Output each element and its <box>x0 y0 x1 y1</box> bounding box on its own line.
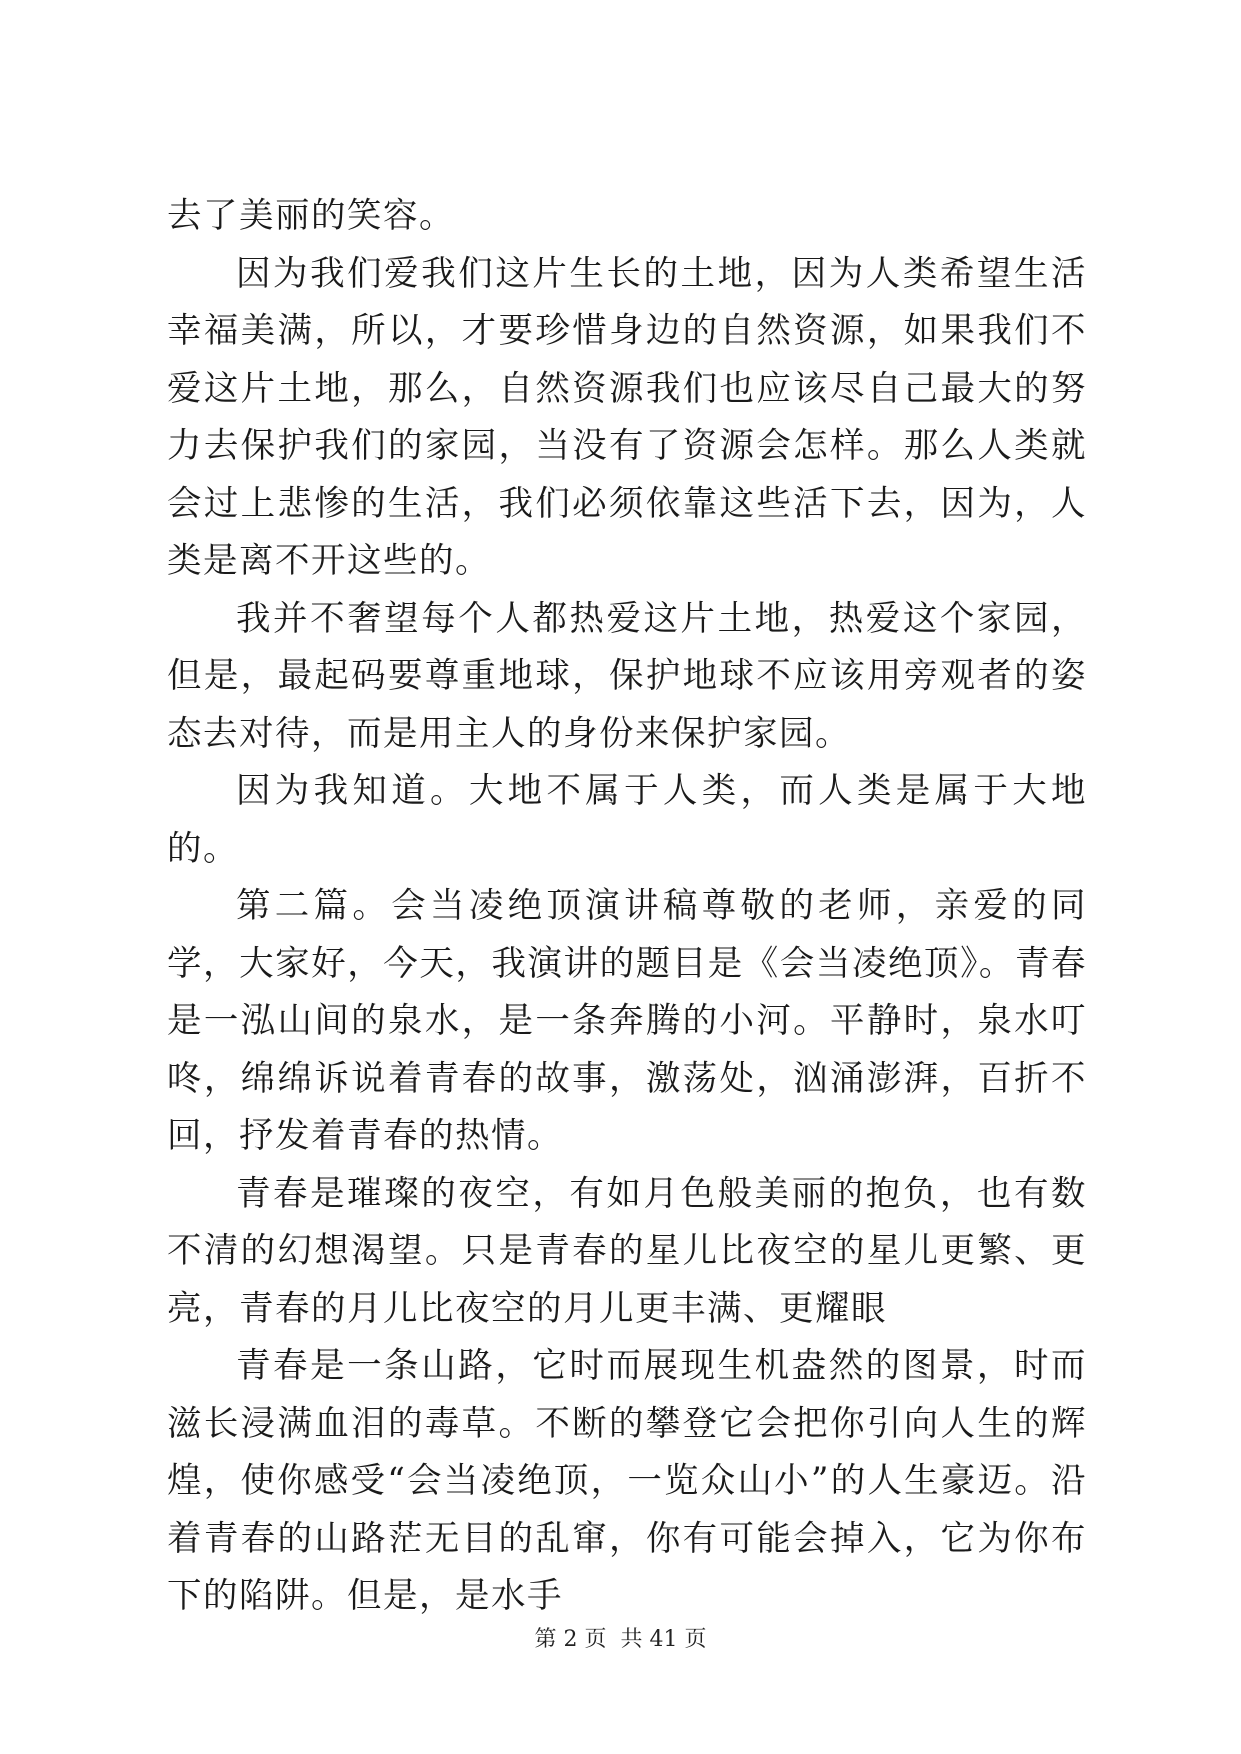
paragraph: 因为我们爱我们这片生长的土地，因为人类希望生活幸福美满，所以，才要珍惜身边的自然资源，如果我们不爱这片土地，那么，自然资源我们也应该尽自己最大的努力去保护我们的家园，当没有了资源会怎样。那么人类就会过上悲惨的生活，我们必须依靠这些活下去，因为，人类是离不开这些的。 <box>167 253 1087 581</box>
paragraph: 第二篇。会当凌绝顶演讲稿尊敬的老师，亲爱的同学，大家好，今天，我演讲的题目是《会当凌绝顶》。青春是一泓山间的泉水，是一条奔腾的小河。平静时，泉水叮咚，绵绵诉说着青春的故事，激荡处，汹涌澎湃，百折不回，抒发着青春的热情。 <box>167 886 1087 1156</box>
page-number-footer: 第 2 页 共 41 页 <box>534 1627 707 1652</box>
paragraph: 因为我知道。大地不属于人类，而人类是属于大地的。 <box>167 771 1087 869</box>
paragraph-continuation: 去了美丽的笑容。 <box>167 196 455 236</box>
paragraph: 青春是璀璨的夜空，有如月色般美丽的抱负，也有数不清的幻想渴望。只是青春的星儿比夜空的星儿更繁、更亮，青春的月儿比夜空的月儿更丰满、更耀眼 <box>167 1173 1087 1329</box>
document-body <box>167 188 1087 1626</box>
paragraph: 青春是一条山路，它时而展现生机盎然的图景，时而滋长浸满血泪的毒草。不断的攀登它会把你引向人生的辉煌，使你感受“会当凌绝顶，一览众山小”的人生豪迈。沿着青春的山路茫无目的乱窜，你有可能会掉入，它为你布下的陷阱。但是，是水手 <box>167 1346 1087 1616</box>
paragraph: 我并不奢望每个人都热爱这片土地，热爱这个家园，但是，最起码要尊重地球，保护地球不应该用旁观者的姿态去对待，而是用主人的身份来保护家园。 <box>167 598 1087 754</box>
